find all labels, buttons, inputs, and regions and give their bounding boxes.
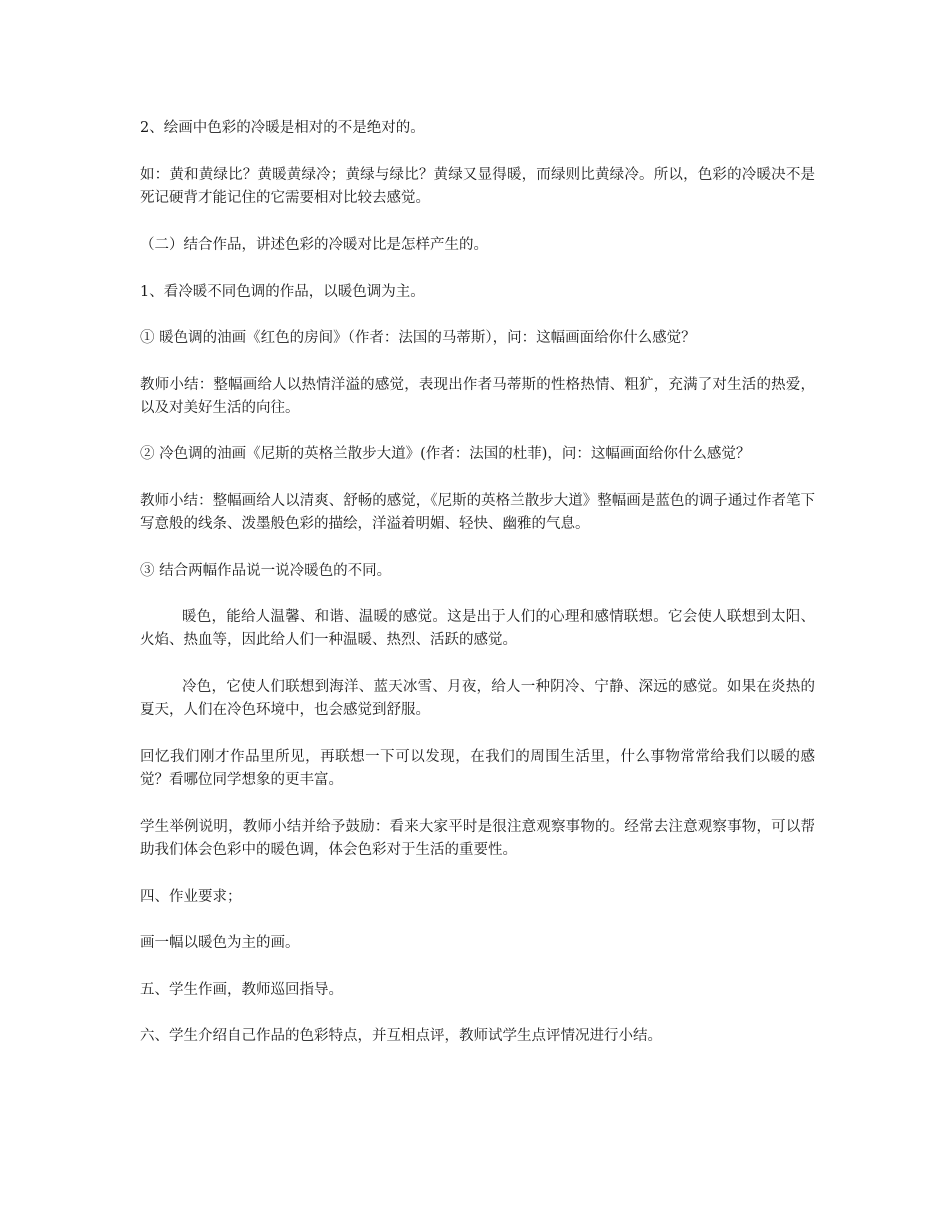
- paragraph-cool-painting-question: ② 冷色调的油画《尼斯的英格兰散步大道》(作者：法国的杜菲)，问：这幅画面给你什么感觉？: [140, 446, 751, 462]
- paragraph-section-two-heading: （二）结合作品，讲述色彩的冷暖对比是怎样产生的。: [140, 237, 488, 253]
- paragraph-teacher-summary-warm: 教师小结：整幅画给人以热情洋溢的感觉，表现出作者马蒂斯的性格热情、粗犷，充满了对生活的热爱，以及对美好生活的向往。: [140, 377, 815, 416]
- paragraph-recall-prompt: 回忆我们刚才作品里所见，再联想一下可以发现，在我们的周围生活里，什么事物常常给我们以暖的感觉？看哪位同学想象的更丰富。: [140, 749, 815, 788]
- paragraph-warm-color-description: 暖色，能给人温馨、和谐、温暖的感觉。这是出于人们的心理和感情联想。它会使人联想到太阳、火焰、热血等，因此给人们一种温暖、热烈、活跃的感觉。: [140, 609, 815, 648]
- paragraph-student-examples: 学生举例说明，教师小结并给予鼓励：看来大家平时是很注意观察事物的。经常去注意观察事物，可以帮助我们体会色彩中的暖色调，体会色彩对于生活的重要性。: [140, 819, 815, 858]
- paragraph-example-yellow-green: 如：黄和黄绿比？黄暖黄绿冷；黄绿与绿比？黄绿又显得暖，而绿则比黄绿冷。所以，色彩的冷暖决不是死记硬背才能记住的它需要相对比较去感觉。: [140, 167, 815, 206]
- paragraph-step-five: 五、学生作画，教师巡回指导。: [140, 982, 343, 998]
- paragraph-compare-prompt: ③ 结合两幅作品说一说冷暖色的不同。: [140, 563, 392, 579]
- paragraph-step-1: 1、看冷暖不同色调的作品，以暖色调为主。: [140, 284, 425, 300]
- paragraph-cool-color-description: 冷色，它使人们联想到海洋、蓝天冰雪、月夜，给人一种阴冷、宁静、深远的感觉。如果在炎热的夏天，人们在冷色环境中，也会感觉到舒服。: [140, 679, 815, 718]
- paragraph-homework-heading: 四、作业要求；: [140, 889, 242, 905]
- paragraph-warm-painting-question: ① 暖色调的油画《红色的房间》（作者：法国的马蒂斯），问：这幅画面给你什么感觉？: [140, 330, 696, 346]
- paragraph-homework-task: 画一幅以暖色为主的画。: [140, 935, 300, 951]
- paragraph-teacher-summary-cool: 教师小结：整幅画给人以清爽、舒畅的感觉，《尼斯的英格兰散步大道》整幅画是蓝色的调子通过作者笔下写意般的线条、泼墨般色彩的描绘，洋溢着明媚、轻快、幽雅的气息。: [140, 493, 815, 532]
- paragraph-point-2: 2、绘画中色彩的冷暖是相对的不是绝对的。: [140, 120, 425, 136]
- paragraph-step-six: 六、学生介绍自己作品的色彩特点，并互相点评，教师试学生点评情况进行小结。: [140, 1028, 662, 1044]
